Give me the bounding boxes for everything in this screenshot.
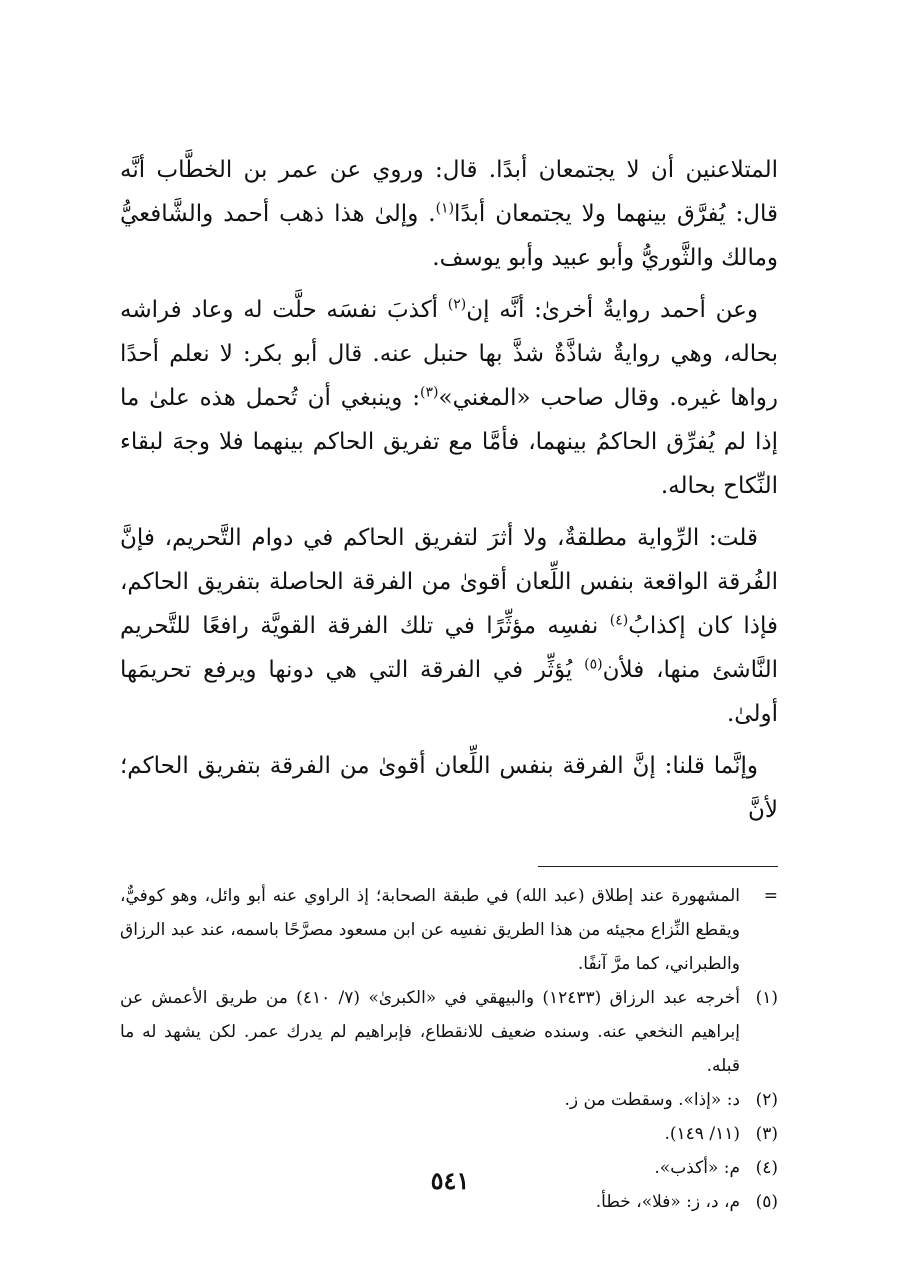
footnote-text: أخرجه عبد الرزاق (١٢٤٣٣) والبيهقي في «الكبرىٰ» (٧/ ٤١٠) من طريق الأعمش عن إبراهيم النخعي عنه. وسنده ضعيف للانقطاع، فإبراهيم لم يدرك عمر. لكن يشهد له ما قبله. <box>120 988 740 1076</box>
paragraph-3-text-a: قلت: الرِّواية مطلقةٌ، ولا أثرَ لتفريق الحاكم في دوام التَّحريم، فإنَّ الفُرقة الواقعة بنفس اللِّعان أقوىٰ من الفرقة الحاصلة بتفريق الحاكم، فإذا كان إكذابُ <box>120 525 778 639</box>
footnote-marker: (٣) <box>755 1124 778 1144</box>
paragraph-2-text-c: : وينبغي أن تُحمل هذه علىٰ ما إذا لم يُفرِّق الحاكمُ بينهما، فأمَّا مع تفريق الحاكم بينهما فلا وجهَ لبقاء النِّكاح بحاله. <box>120 385 778 499</box>
footnote-separator <box>538 866 778 867</box>
footnote-ref-5[interactable]: (٥) <box>584 656 603 673</box>
footnote-text: د: «إذا». وسقطت من ز. <box>564 1090 740 1110</box>
footnote-ref-4[interactable]: (٤) <box>609 612 629 629</box>
footnote-ref-3[interactable]: (٣) <box>420 384 439 401</box>
footnote-marker: (٢) <box>755 1090 778 1110</box>
paragraph-1-text-a: المتلاعنين أن لا يجتمعان أبدًا. قال: وروي عن عمر بن الخطَّاب أنَّه قال: يُفرَّق بينهما ولا يجتمعان أبدًا <box>120 157 778 227</box>
paragraph-1-text-b: . وإلىٰ هذا ذهب أحمد والشَّافعيُّ ومالك والثَّوريُّ وأبو عبيد وأبو يوسف. <box>120 201 778 271</box>
footnote-marker: (٤) <box>755 1158 778 1178</box>
footnote-2 <box>120 1083 778 1117</box>
footnote-continued <box>120 879 778 981</box>
footnote-3 <box>120 1117 778 1151</box>
footnote-ref-2[interactable]: (٢) <box>447 296 467 313</box>
footnote-ref-1[interactable]: (١) <box>435 200 455 217</box>
paragraph-4 <box>120 744 778 832</box>
paragraph-3 <box>120 516 778 736</box>
paragraph-3-text-b: نفسِه مؤثِّرًا في تلك الفرقة القويَّة رافعًا للتَّحريم النَّاشئ منها، فلأن <box>120 613 778 683</box>
paragraph-1 <box>120 148 778 280</box>
paragraph-2-text-a: وعن أحمد روايةٌ أخرىٰ: أنَّه إن <box>466 297 758 323</box>
footnote-marker: (٥) <box>755 1192 778 1212</box>
footnote-text: م، د، ز: «فلا»، خطأ. <box>595 1192 740 1212</box>
page-number: ٥٤١ <box>430 1166 470 1195</box>
footnote-text: (١١/ ١٤٩). <box>664 1124 740 1144</box>
main-text <box>120 148 778 832</box>
footnote-1 <box>120 981 778 1083</box>
footnote-marker: = <box>763 886 778 906</box>
paragraph-2 <box>120 288 778 508</box>
paragraph-2-text-b: أكذبَ نفسَه حلَّت له وعاد فراشه بحاله، وهي روايةٌ شاذَّةٌ شذَّ بها حنبل عنه. قال أبو بكر: لا نعلم أحدًا رواها غيره. وقال صاحب «المغني» <box>120 297 778 411</box>
footnote-marker: (١) <box>755 988 778 1008</box>
paragraph-4-text-a: وإنَّما قلنا: إنَّ الفرقة بنفس اللِّعان أقوىٰ من الفرقة بتفريق الحاكم؛ لأنَّ <box>120 753 778 823</box>
footnote-text: المشهورة عند إطلاق (عبد الله) في طبقة الصحابة؛ إذ الراوي عنه أبو وائل، وهو كوفيٌّ، ويقطع النِّزاع مجيئه من هذا الطريق نفسِه عن ابن مسعود مصرَّحًا باسمه، عند عبد الرزاق والطبراني، كما مرَّ آنفًا. <box>120 886 740 974</box>
paragraph-3-text-c: يُؤثِّر في الفرقة التي هي دونها ويرفع تحريمَها أولىٰ. <box>120 657 778 727</box>
footnote-text: م: «أكذب». <box>654 1158 740 1178</box>
